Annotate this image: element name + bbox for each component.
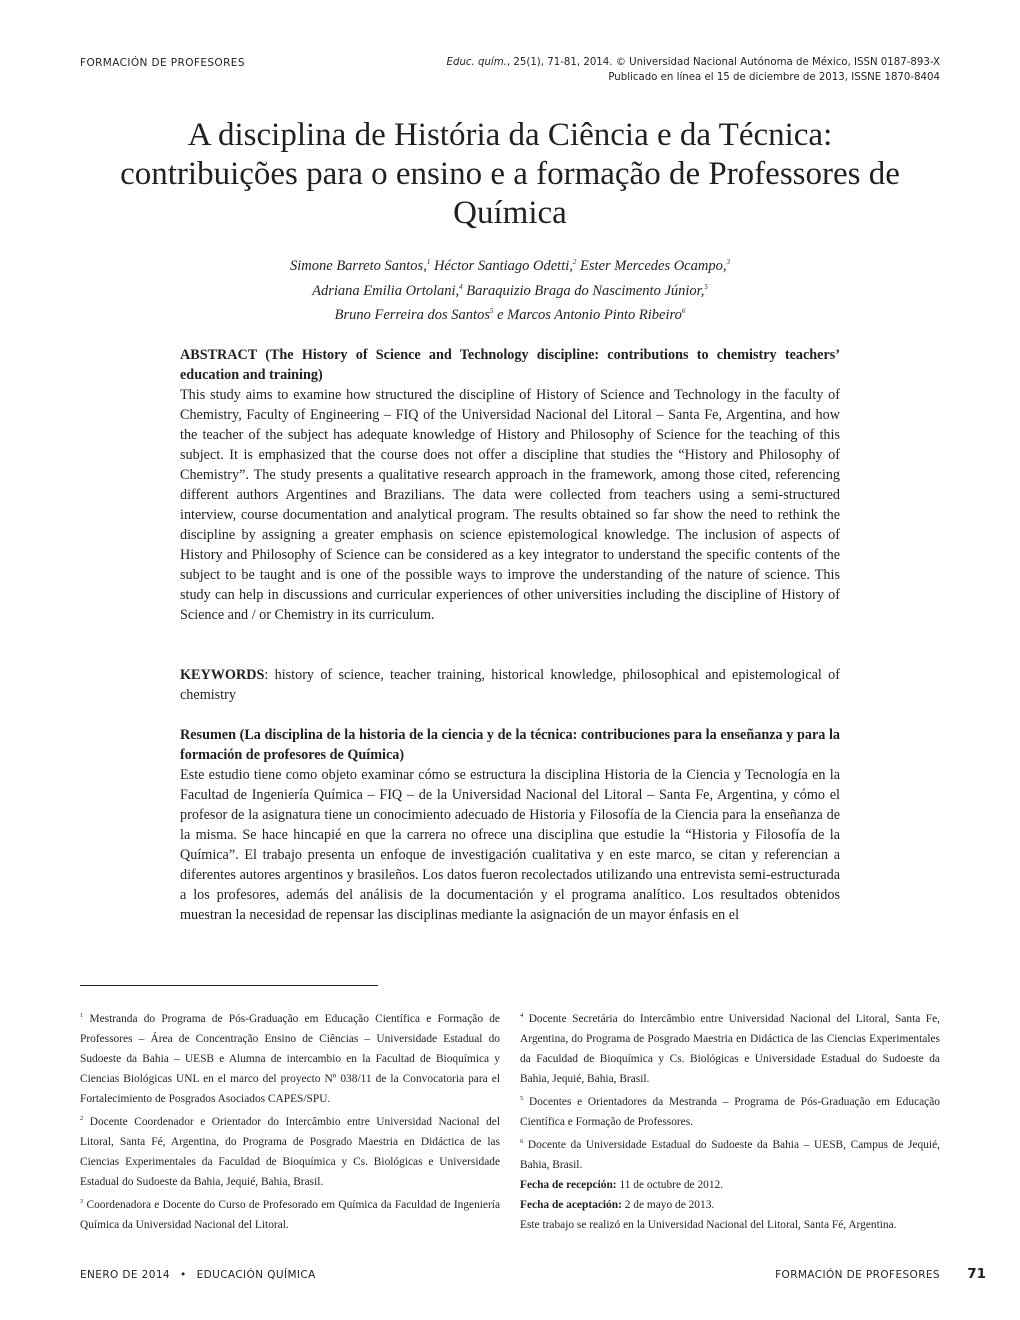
footnotes-left-column [80,1006,500,1235]
author: e Marcos Antonio Pinto Ribeiro$^6$ [497,307,686,323]
running-footer-left [80,1269,316,1281]
running-header-citation [447,55,940,85]
author: Héctor Santiago Odetti,$^2$ [433,258,577,274]
work-location-note: Este trabajo se realizó en la Universidad Nacional del Litoral, Santa Fé, Argentina. [520,1219,897,1231]
author: Baraquizio Braga do Nascimento Júnior,$^5$ [466,282,708,299]
citation-journal: Educ. quím. [446,57,507,68]
keywords-text: : history of science, teacher training, historical knowledge, philosophical and epistemological of chemistry [180,667,840,703]
accepted-date: Fecha de aceptación: 2 de mayo de 2013. [520,1199,715,1211]
footnote-divider [80,985,378,986]
running-footer-section: FORMACIÓN DE PROFESORES [775,1269,940,1281]
footnote: $^1$ Mestranda do Programa de Pós-Graduação em Educação Científica e Formação de Professores – Área de Concentração Ensino de Ciências – Universidade Estadual do Sudoeste da Bahia – UESB e Alumna de intercambio en la Facultad de Bioquímica y Ciencias Biológicas UNL en el marco del proyecto Nº 038/11 de la Convocatoria para el Fortalecimiento de Posgrados Asociados CAPES/SPU. [80,1012,500,1105]
page-number: 71 [967,1266,986,1282]
footnote: $^3$ Coordenadora e Docente do Curso de Profesorado em Química da Faculdad de Ingeniería Química da Universidad Nacional del Litoral. [80,1198,501,1231]
author: Adriana Emilia Ortolani,$^4$ [312,282,463,299]
footer-journal: EDUCACIÓN QUÍMICA [196,1269,316,1281]
author-list [160,252,860,326]
citation-line [447,55,940,70]
footnote: $^2$ Docente Coordenador e Orientador do Intercâmbio entre Universidad Nacional del Litoral, Santa Fé, Argentina, do Programa de Posgrado Maestria en Didáctica de las Ciencias Experimentales da Faculdad de Bioquímica y Cs. Biológicas e Universidade Estadual do Sudoeste da Bahia, Jequié, Bahia, Brasil. [80,1115,500,1188]
article-title: A disciplina de História da Ciência e da Técnica: contribuições para o ensino e a formação de Professores de Química [120,117,900,231]
footnote: $^5$ Docentes e Orientadores da Mestranda – Programa de Pós-Graduação em Educação Científica e Formação de Professores. [520,1095,940,1128]
author: Simone Barreto Santos,$^1$ [290,258,431,274]
footer-bullet: • [180,1269,187,1281]
resumen-text: Este estudio tiene como objeto examinar cómo se estructura la disciplina Historia de la Ciencia y Tecnología en la Facultad de Ingeniería Química – FIQ – de la Universidad Nacional del Litoral – Santa Fe, Argentina, y cómo el profesor de la asignatura tiene un conocimiento adecuado de Historia y Filosofía de la Ciencia para la enseñanza de la misma. Se hace hincapié en que la carrera no ofrece una disciplina que estudie la “Historia y Filosofía de la Química”. El trabajo presenta un enfoque de investigación cualitativa y en este marco, se citan y referencian a diferentes autores argentinos y brasileños. Los datos fueron recolectados utilizando una entrevista semi-estructurada a los profesores, además del análisis de la documentación y el programa analítico. Los resultados obtenidos muestran la necesidad de repensar las disciplinas mediante la asignación de un mayor énfasis en el [180,767,840,923]
online-publication-line: Publicado en línea el 15 de diciembre de 2013, ISSNE 1870-8404 [608,72,940,83]
resumen-section [180,725,840,947]
author: Ester Mercedes Ocampo,$^3$ [580,258,730,274]
footnote: $^4$ Docente Secretária do Intercâmbio entre Universidad Nacional del Litoral, Santa Fe, Argentina, do Programa de Posgrado Maestria en Didáctica de las Ciencias Experimentales da Faculdad de Bioquímica y Cs. Biológicas e Universidade Estadual do Sudoeste da Bahia, Jequié, Bahia, Brasil. [520,1012,940,1085]
abstract-text: This study aims to examine how structured the discipline of History of Science and Technology in the faculty of Chemistry, Faculty of Engineering – FIQ of the Universidad Nacional del Litoral – Santa Fe, Argentina, and how the teacher of the subject has adequate knowledge of History and Philosophy of Science for the teaching of this subject. It is emphasized that the course does not offer a discipline that studies the “History and Philosophy of Chemistry”. The study presents a qualitative research approach in the framework, among those cited, referencing different authors Argentines and Brazilians. The data were collected from teachers using a semi-structured interview, course documentation and analytical program. The results obtained so far show the need to rethink the discipline by assigning a greater emphasis on science epistemological knowledge. The inclusion of aspects of History and Philosophy of Science can be considered as a key integrator to understand the specific contents of the subject to be taught and is one of the possible ways to improve the understanding of the nature of science. This study can help in discussions and curricular experiences of other universities including the discipline of History of Science and / or Chemistry in its curriculum. [180,387,840,623]
abstract-section [180,345,840,625]
running-header-section: FORMACIÓN DE PROFESORES [80,57,245,69]
footnotes-right-column [520,1006,940,1235]
footnote: $^6$ Docente da Universidade Estadual do Sudoeste da Bahia – UESB, Campus de Jequié, Bahia, Brasil. [520,1138,941,1171]
abstract-heading: ABSTRACT (The History of Science and Technology discipline: contributions to chemistry teachers’ education and training) [180,347,840,383]
citation-details: , 25(1), 71-81, 2014. © Universidad Nacional Autónoma de México, ISSN 0187-893-X [506,57,940,68]
received-date: Fecha de recepción: 11 de octubre de 2012. [520,1179,724,1191]
keywords-section [180,665,840,705]
keywords-label: KEYWORDS [180,667,265,683]
footer-date: ENERO DE 2014 [80,1269,170,1281]
author: Bruno Ferreira dos Santos$^5$ [334,307,494,323]
resumen-heading: Resumen (La disciplina de la historia de la ciencia y de la técnica: contribuciones para la enseñanza y para la formación de profesores de Química) [180,727,840,763]
